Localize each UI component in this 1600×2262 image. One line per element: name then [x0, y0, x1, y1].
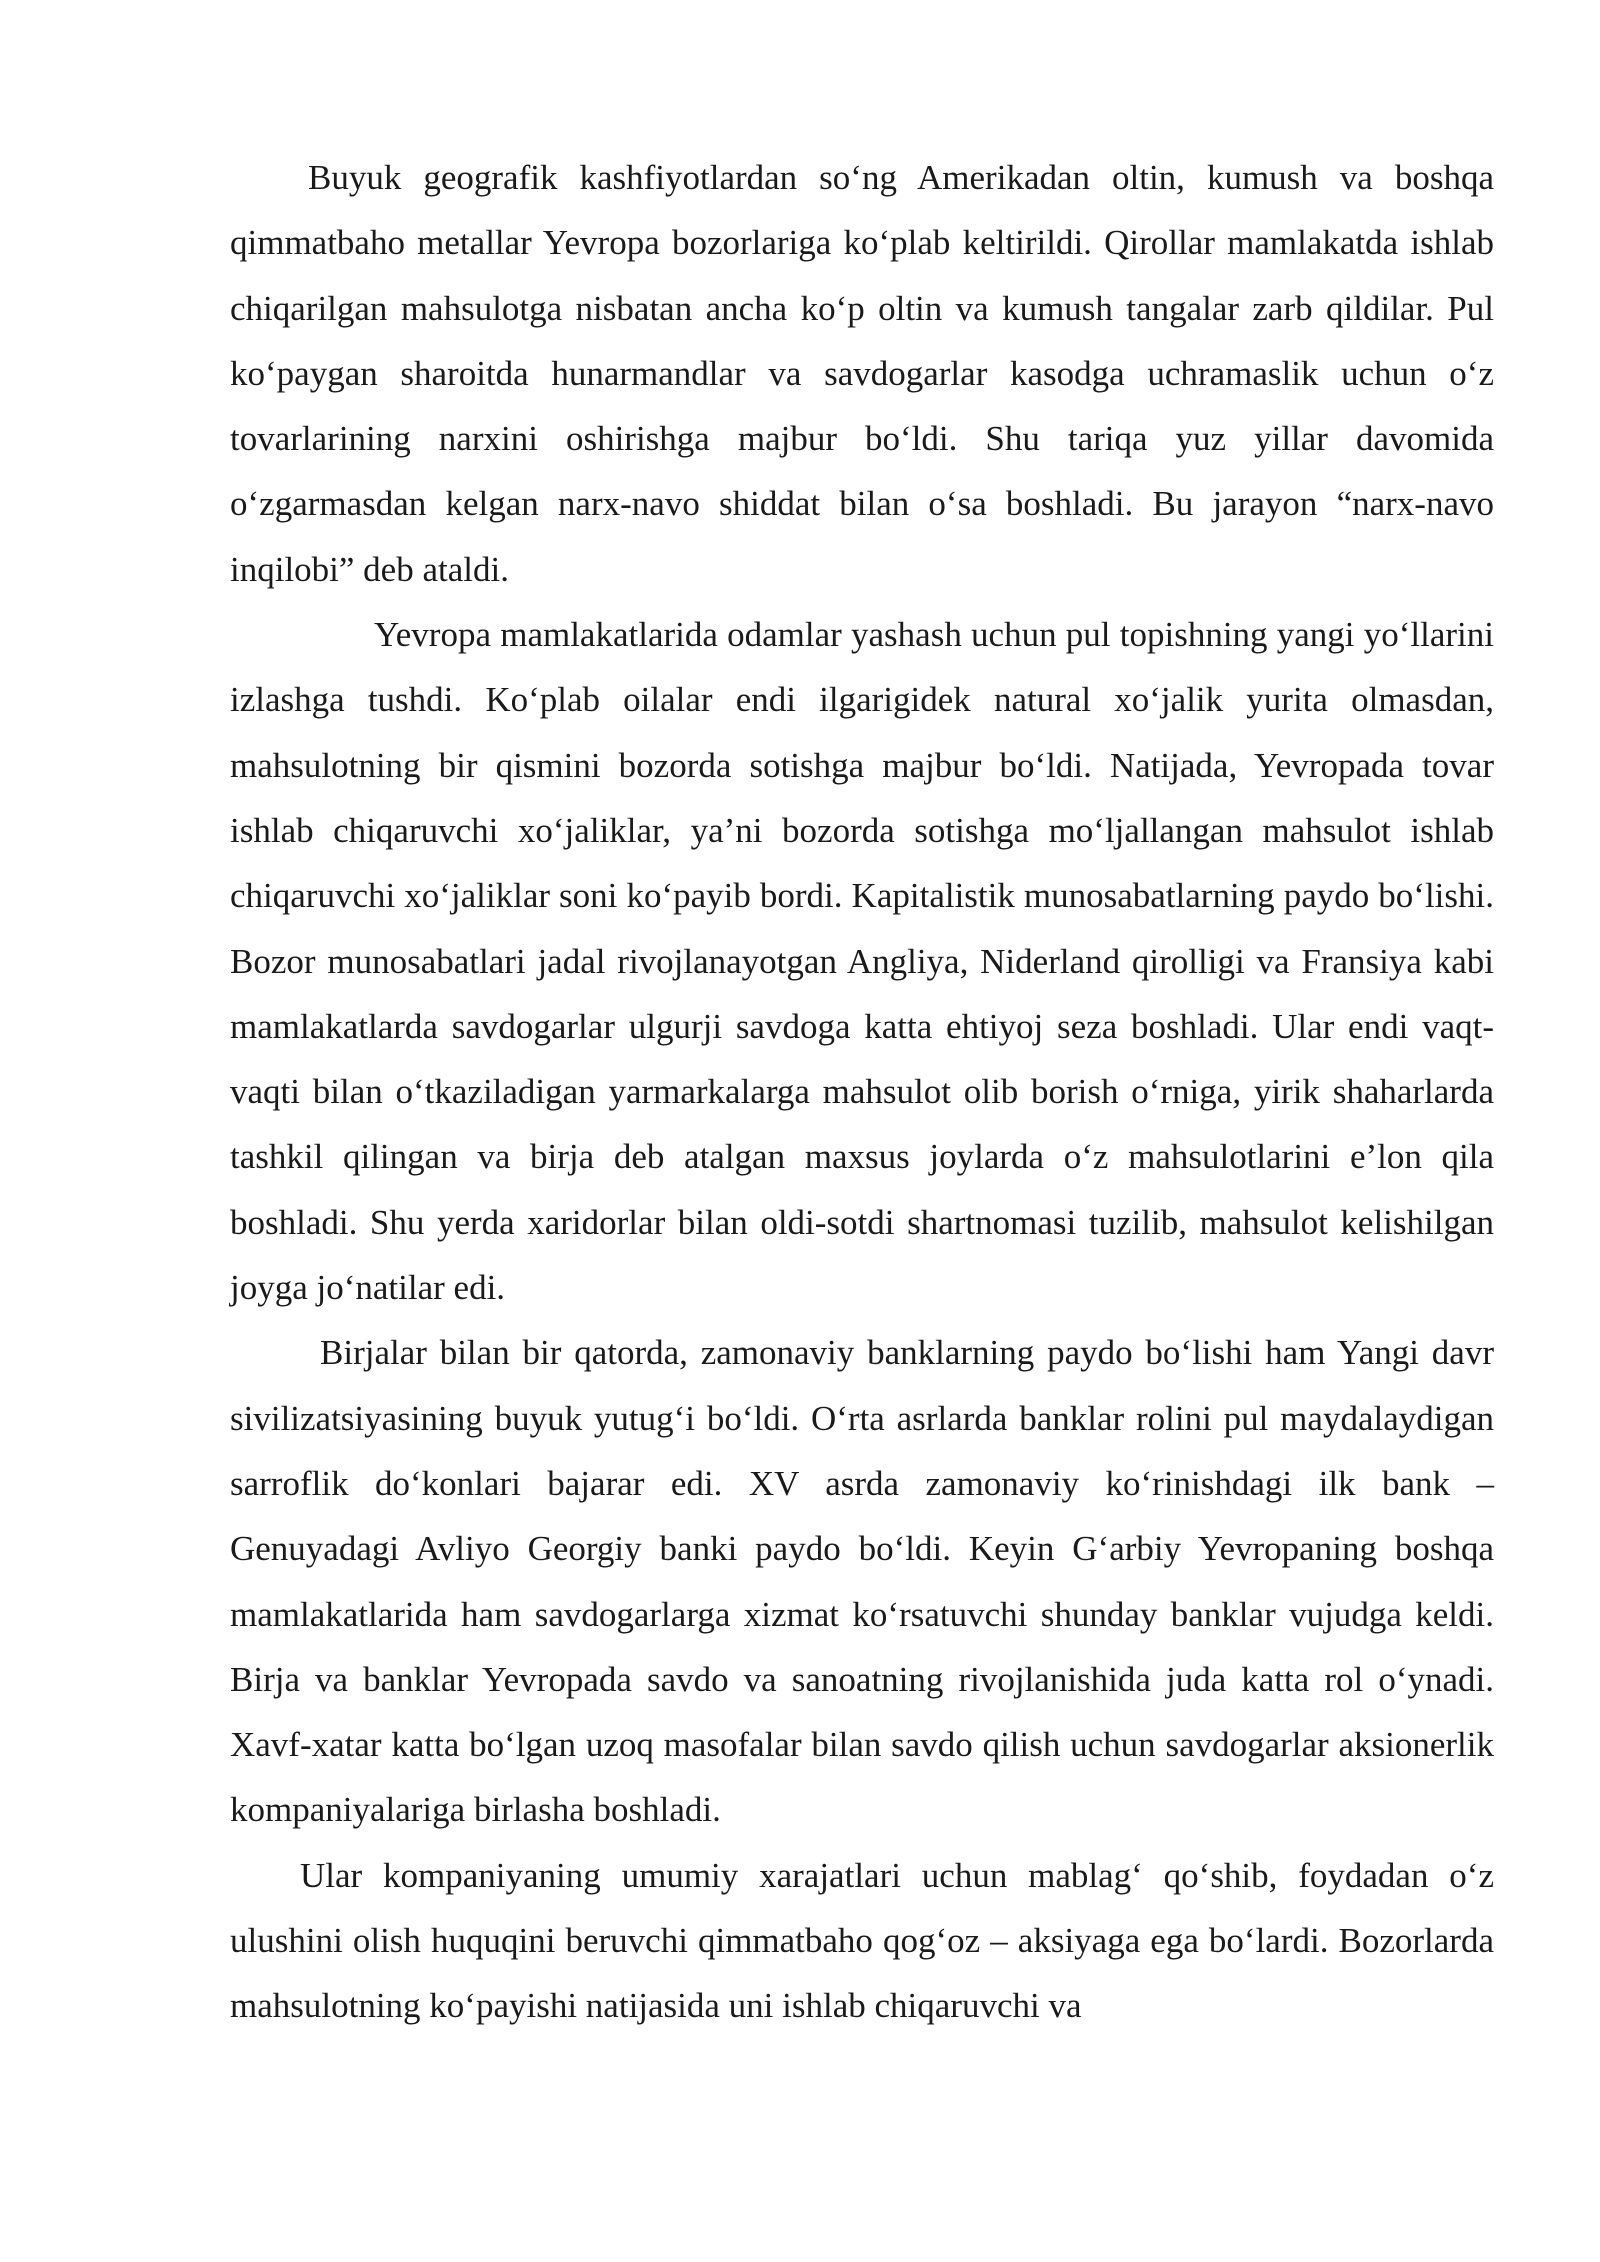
paragraph-3: Birjalar bilan bir qatorda, zamonaviy banklarning paydo bo‘lishi ham Yangi davr sivilizatsiyasining buyuk yutug‘i bo‘ldi. O‘rta asrlarda banklar rolini pul maydalaydigan sarroflik do‘konlari bajarar edi. XV asrda zamonaviy ko‘rinishdagi ilk bank – Genuyadagi Avliyo Georgiy banki paydo bo‘ldi. Keyin G‘arbiy Yevropaning boshqa mamlakatlarida ham savdogarlarga xizmat ko‘rsatuvchi shunday banklar vujudga keldi. Birja va banklar Yevropada savdo va sanoatning rivojlanishida juda katta rol o‘ynadi. Xavf-xatar katta bo‘lgan uzoq masofalar bilan savdo qilish uchun savdogarlar aksionerlik kompaniyalariga birlasha boshladi.	[230, 1333, 1494, 1830]
body-text	[230, 145, 1494, 2039]
paragraph-2: Yevropa mamlakatlarida odamlar yashash uchun pul topishning yangi yo‘llarini izlashga tushdi. Ko‘plab oilalar endi ilgarigidek natural xo‘jalik yurita olmasdan, mahsulotning bir qismini bozorda sotishga majbur bo‘ldi. Natijada, Yevropada tovar ishlab chiqaruvchi xo‘jaliklar, ya’ni bozorda sotishga mo‘ljallangan mahsulot ishlab chiqaruvchi xo‘jaliklar soni ko‘payib bordi. Kapitalistik munosabatlarning paydo bo‘lishi. Bozor munosabatlari jadal rivojlanayotgan Angliya, Niderland qirolligi va Fransiya kabi mamlakatlarda savdogarlar ulgurji savdoga katta ehtiyoj seza boshladi. Ular endi vaqt-vaqti bilan o‘tkaziladigan yarmarkalarga mahsulot olib borish o‘rniga, yirik shaharlarda tashkil qilingan va birja deb atalgan maxsus joylarda o‘z mahsulotlarini e’lon qila boshladi. Shu yerda xaridorlar bilan oldi-sotdi shartnomasi tuzilib, mahsulot kelishilgan joyga jo‘natilar edi.	[230, 615, 1494, 1308]
paragraph-4: Ular kompaniyaning umumiy xarajatlari uchun mablag‘ qo‘shib, foydadan o‘z ulushini olish huquqini beruvchi qimmatbaho qog‘oz – aksiyaga ega bo‘lardi. Bozorlarda mahsulotning ko‘payishi natijasida uni ishlab chiqaruvchi va	[230, 1855, 1494, 2026]
paragraph-1: Buyuk geografik kashfiyotlardan so‘ng Amerikadan oltin, kumush va boshqa qimmatbaho metallar Yevropa bozorlariga ko‘plab keltirildi. Qirollar mamlakatda ishlab chiqarilgan mahsulotga nisbatan ancha ko‘p oltin va kumush tangalar zarb qildilar. Pul ko‘paygan sharoitda hunarmandlar va savdogarlar kasodga uchramaslik uchun o‘z tovarlarining narxini oshirishga majbur bo‘ldi. Shu tariqa yuz yillar davomida o‘zgarmasdan kelgan narx-navo shiddat bilan o‘sa boshladi. Bu jarayon “narx-navo inqilobi” deb ataldi.	[230, 158, 1494, 589]
